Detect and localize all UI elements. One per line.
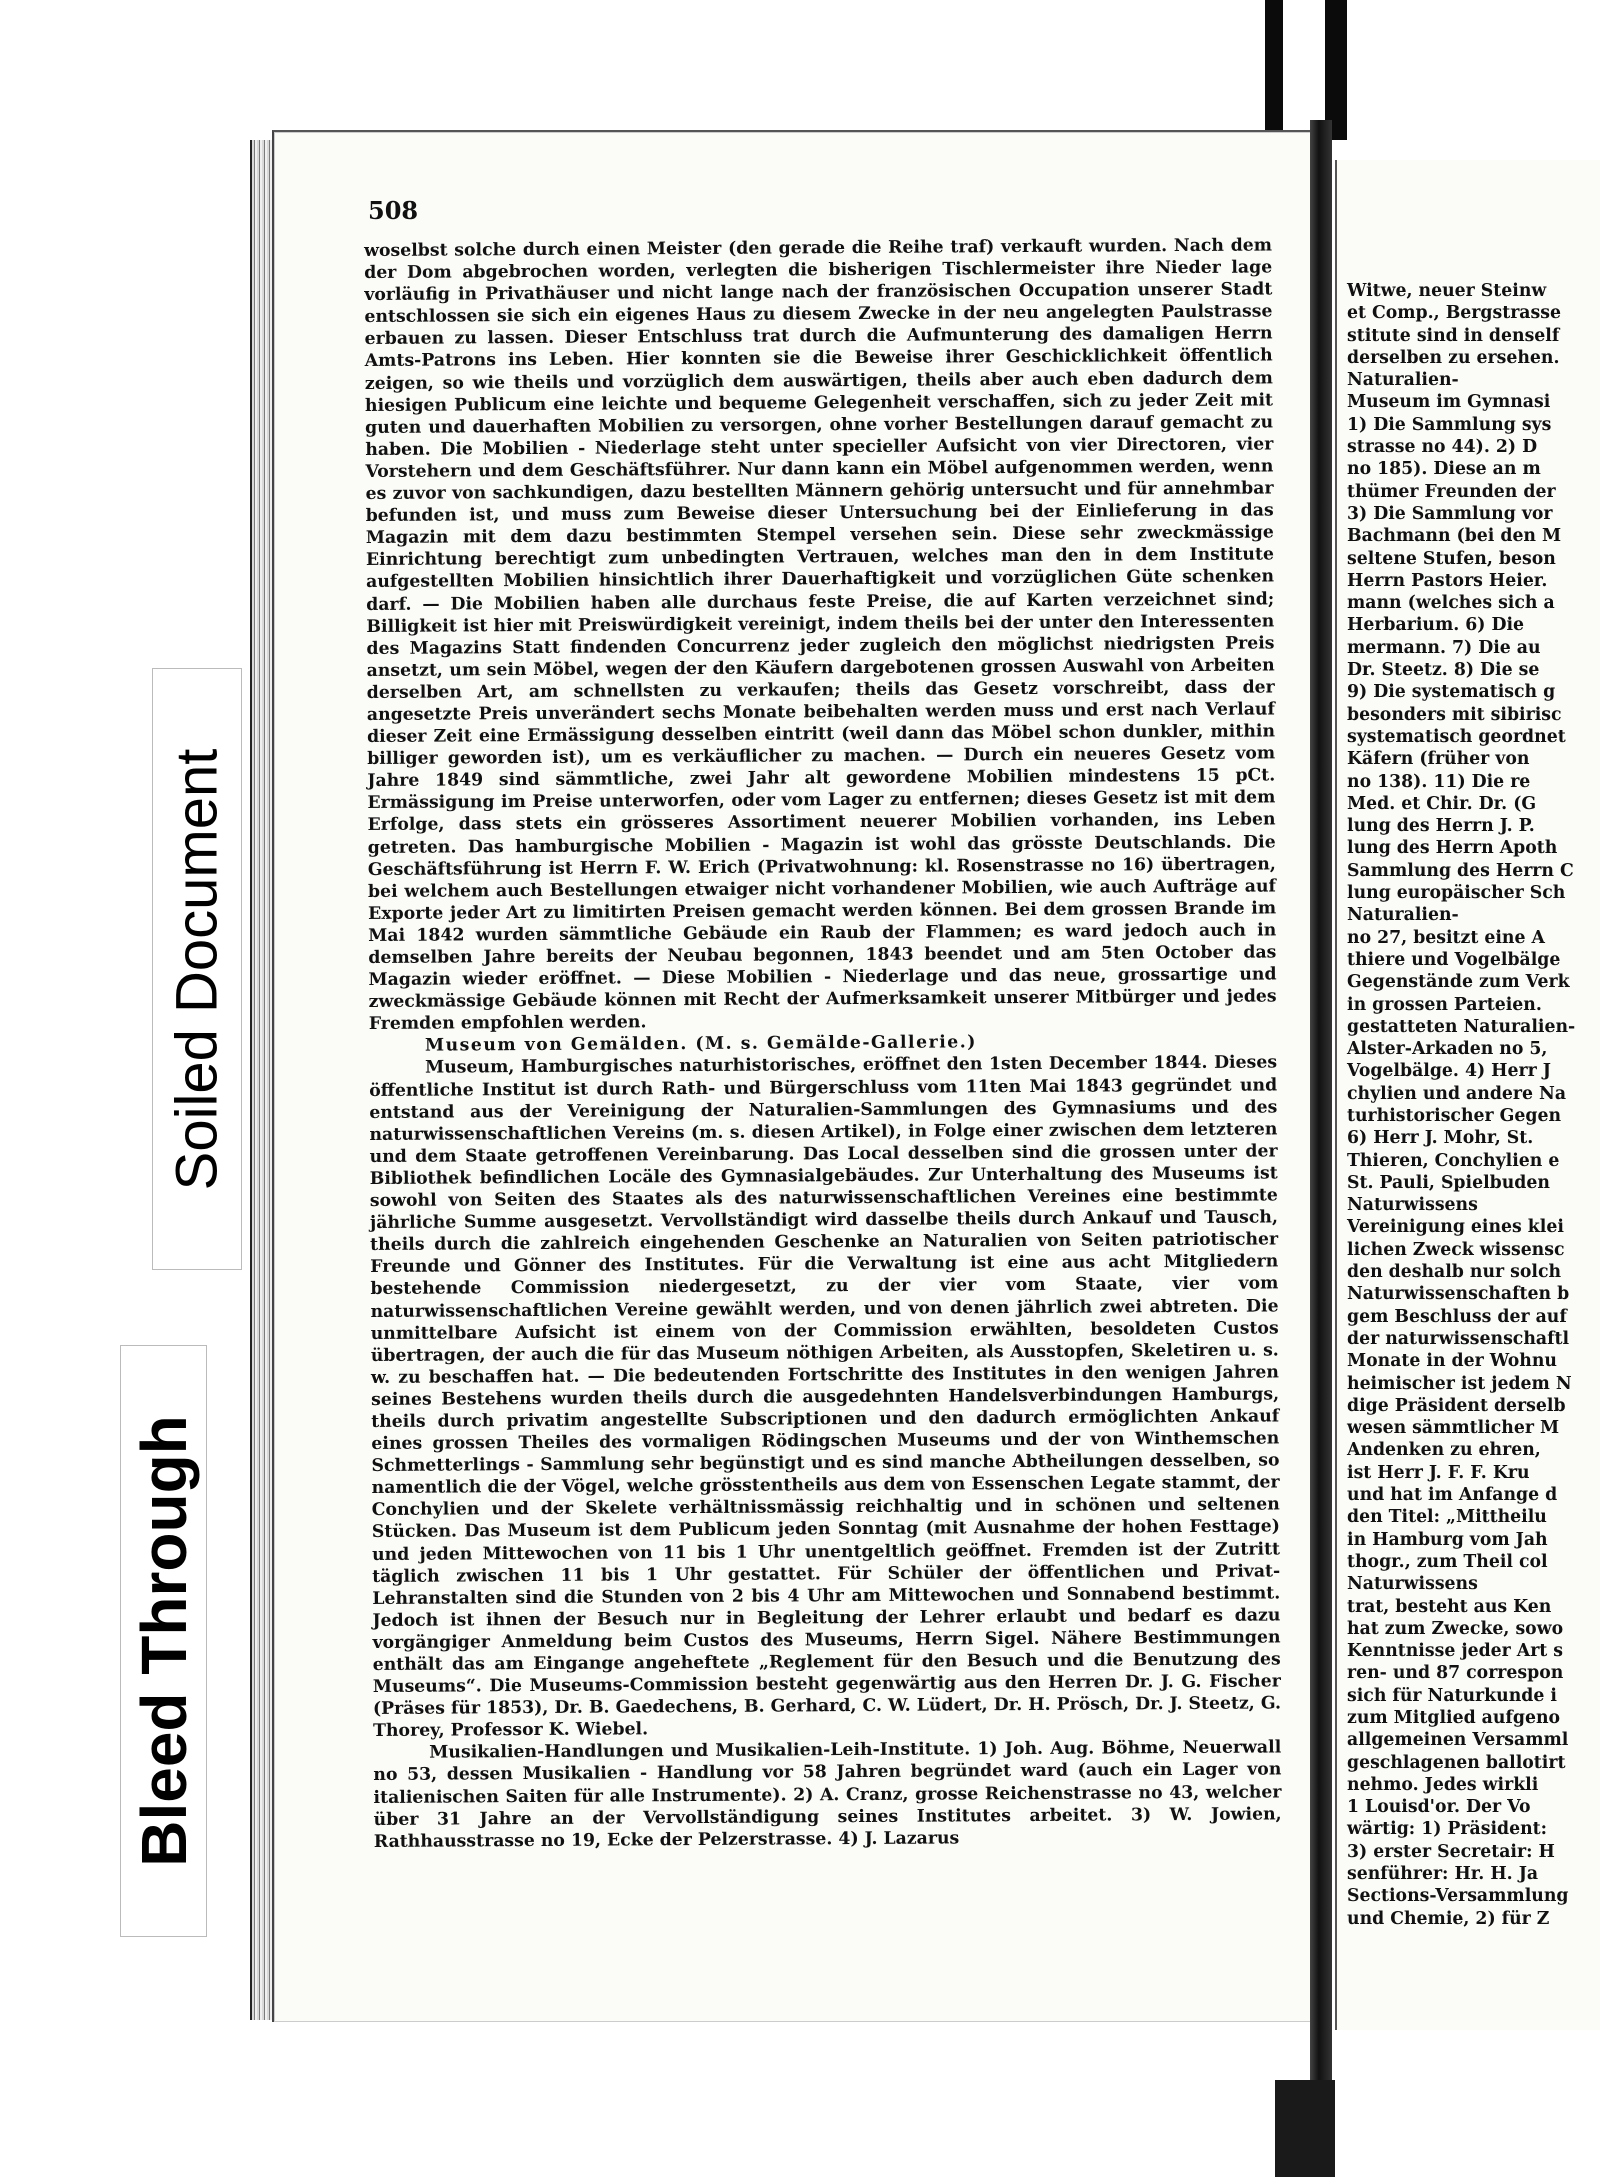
right-page-line: besonders mit sibirisc bbox=[1347, 704, 1562, 725]
right-page-line: 3) erster Secretair: H bbox=[1347, 1841, 1555, 1862]
right-page-line: turhistorischer Gegen bbox=[1347, 1105, 1562, 1126]
right-page-line: no 185). Diese an m bbox=[1347, 459, 1541, 480]
right-page-line: St. Pauli, Spielbuden bbox=[1347, 1172, 1550, 1193]
right-page-line: in grossen Parteien. bbox=[1347, 994, 1542, 1015]
right-page-line: Gegenstände zum Verk bbox=[1347, 972, 1570, 993]
right-page-line: Naturalien- bbox=[1347, 370, 1459, 391]
right-page-line: Bachmann (bei den M bbox=[1347, 526, 1562, 547]
right-page-line: wesen sämmtlicher M bbox=[1347, 1418, 1560, 1439]
right-page-line: hat zum Zwecke, sowo bbox=[1347, 1618, 1564, 1639]
right-page-line: lung europäischer Sch bbox=[1347, 883, 1566, 904]
right-page-line: lichen Zweck wissensc bbox=[1347, 1239, 1565, 1260]
right-page-line: Dr. Steetz. 8) Die se bbox=[1347, 660, 1540, 681]
right-page-line: Naturwissens bbox=[1347, 1574, 1478, 1595]
right-page-line: zum Mitglied aufgeno bbox=[1347, 1708, 1561, 1728]
right-page-line: trat, besteht aus Ken bbox=[1347, 1596, 1552, 1617]
right-page-line: sich für Naturkunde i bbox=[1347, 1685, 1557, 1706]
soiled-document-stamp bbox=[152, 668, 242, 1270]
right-page-line: Thieren, Conchylien e bbox=[1347, 1150, 1560, 1171]
paragraph-mobilien: woselbst solche durch einen Meister (den gerade die Reihe traf) verkauft wurden. Nach dem der Dom abgebrochen worden, verlegten die bisherigen Tischlermeister ihre Nieder lage vorläufig in Privathäuser und nicht lange nach der französischen Occupation unserer Stadt entschlossen sie sich ein eigenes Haus zu diesem Zwecke in der neu angelegten Paulstrasse erbauen zu lassen. Dieser Entschluss trat durch die Aufmunterung des damaligen Herrn Amts-Patrons ins Leben. Hier konnten sie die Beweise ihrer Geschicklichkeit öffentlich zeigen, so wie theils und vorzüglich dem auswärtigen, theils aber auch eben dadurch dem hiesigen Publicum eine leichte und bequeme Gelegenheit verschaffen, sich zu jeder Zeit mit guten und dauerhaften Mobilien zu versorgen, ohne vorher Bestellungen darauf gemacht zu haben. Die Mobilien - Niederlage steht unter specieller Aufsicht von vier Directoren, vier Vorstehern und dem Geschäftsführer. Nur dann kann ein Möbel aufgenommen werden, wenn es zuvor von sachkundigen, dazu bestellten Männern gehörig untersucht und für annehmbar befunden ist, und muss zum Beweise dieser Untersuchung bei der Einlieferung in das Magazin mit dem dazu bestimmten Stempel versehen sein. Diese sehr zweckmässige Einrichtung berechtigt zum unbedingten Vertrauen, welches man den in dem Institute aufgestellten Mobilien hinsichtlich ihrer Dauerhaftigkeit und vorzüglichen Güte schenken darf. — Die Mobilien haben alle durchaus feste Preise, die auf Karten verzeichnet sind; Billigkeit ist hier mit Preiswürdigkeit vereinigt, indem theils bei der unter den Interessenten des Magazins Statt findenden Concurrenz jeder zugleich den möglichst niedrigsten Preis ansetzt, um sein Möbel, wegen der den Käufern dargebotenen grossen Auswahl von Arbeiten derselben Art, am schnellsten zu verkaufen; theils das Gesetz vorschreibt, dass der angesetzte Preis unverändert sechs Monate beibehalten werden muss und erst nach Verlauf dieser Zeit eine Ermässigung desselben eintritt (weil dann das Möbel schon dunkler, mithin billiger geworden ist), um es verkäuflicher zu machen. — Durch ein neueres Gesetz vom Jahre 1849 sind sämmtliche, zwei Jahr alt gewordene Mobilien mindestens 15 pCt. Ermässigung im Preise unterworfen, oder vom Lager zu entfernen; dieses Gesetz ist mit dem Erfolge, dass stets ein grösseres Assortiment neuerer Mobilien vorhanden, ins Leben getreten. Das hamburgische Mobilien - Magazin ist wohl das grösste Deutschlands. Die Geschäftsführung ist Herrn F. W. Erich (Privatwohnung: kl. Rosenstrasse no 16) übertragen, bei welchem auch Bestellungen etwaiger nicht vorhandener Mobilien, wie auch Aufträge auf Exporte jeder Art zu limitirten Preisen gemacht werden können. Bei dem grossen Brande im Mai 1842 wurden sämmtliche Gebäude ein Raub der Flammen; es ward jedoch auch in demselben Jahre bereits der Neubau begonnen, 1843 beendet und am 5ten October das Magazin wieder eröffnet. — Diese Mobilien - Niederlage und das neue, grossartige und zweckmässige Gebäude können mit Recht der Aufmerksamkeit unserer Mitbürger und jedes Fremden empfohlen werden. bbox=[364, 235, 1277, 1035]
right-page-line: 6) Herr J. Mohr, St. bbox=[1347, 1128, 1534, 1149]
right-page-line: thiere und Vogelbälge bbox=[1347, 949, 1561, 970]
soiled-document-label: Soiled Document bbox=[164, 748, 230, 1190]
right-page-line: stitute sind in denself bbox=[1347, 325, 1560, 346]
right-page-line: systematisch geordnet bbox=[1347, 726, 1566, 747]
right-page-line: no 138). 11) Die re bbox=[1347, 771, 1531, 792]
right-page-line: den deshalb nur solch bbox=[1347, 1262, 1562, 1283]
bleed-through-stamp bbox=[120, 1345, 207, 1937]
right-page-line: Med. et Chir. Dr. (G bbox=[1347, 793, 1537, 814]
right-page-line: heimischer ist jedem N bbox=[1347, 1373, 1572, 1394]
bleed-through-label: Bleed Through bbox=[127, 1415, 200, 1867]
right-page-line: Museum im Gymnasi bbox=[1347, 392, 1551, 413]
right-page-line: 1 Louisd'or. Der Vo bbox=[1347, 1797, 1531, 1818]
right-page-line: gem Beschluss der auf bbox=[1347, 1306, 1567, 1327]
right-page-line: 9) Die systematisch g bbox=[1347, 682, 1556, 703]
right-page-line: strasse no 44). 2) D bbox=[1347, 437, 1538, 458]
right-page-line: Herbarium. 6) Die bbox=[1347, 615, 1525, 636]
right-page-line: Monate in der Wohnu bbox=[1347, 1351, 1557, 1372]
right-page-line: Witwe, neuer Steinw bbox=[1347, 281, 1547, 301]
right-page-line: Naturalien- bbox=[1347, 905, 1459, 926]
right-page-line: no 27, besitzt eine A bbox=[1347, 927, 1545, 948]
right-page-line: Alster-Arkaden no 5, bbox=[1347, 1039, 1548, 1060]
right-page-line: senführer: Hr. H. Ja bbox=[1347, 1864, 1539, 1885]
right-page-line: Naturwissenschaften b bbox=[1347, 1284, 1570, 1305]
right-page-line: ist Herr J. F. F. Kru bbox=[1347, 1462, 1530, 1483]
page-number: 508 bbox=[368, 196, 419, 225]
right-page-line: et Comp., Bergstrasse bbox=[1347, 303, 1561, 324]
paragraph-musikalien: Musikalien-Handlungen und Musikalien-Leih-Institute. 1) Joh. Aug. Böhme, Neuerwall no 53, dessen Musikalien - Handlung vor 58 Jahren begründet ward (auch ein Lager von italienischen Saiten für alle Instrumente). 2) A. Cranz, grosse Reichenstrasse no 43, welcher über 31 Jahre an der Vervollständigung seines Institutes arbeitet. 3) W. Jowien, Rathhausstrasse no 19, Ecke der Pelzerstrasse. 4) J. Lazarus bbox=[373, 1737, 1282, 1852]
right-page-line: in Hamburg vom Jah bbox=[1347, 1529, 1548, 1550]
right-page bbox=[1335, 160, 1600, 2030]
right-page-line: mermann. 7) Die au bbox=[1347, 637, 1541, 658]
right-page-line: Andenken zu ehren, bbox=[1347, 1440, 1541, 1461]
main-text-block bbox=[364, 234, 1282, 1852]
right-page-line: seltene Stufen, beson bbox=[1347, 548, 1556, 569]
right-page-line: chylien und andere Na bbox=[1347, 1083, 1567, 1104]
right-page-line: dige Präsident derselb bbox=[1347, 1395, 1566, 1416]
right-page-line: und Chemie, 2) für Z bbox=[1347, 1908, 1550, 1929]
right-page-line: Vogelbälge. 4) Herr J bbox=[1347, 1061, 1551, 1082]
right-page-line: derselben zu ersehen. bbox=[1347, 347, 1560, 368]
right-page-line: nehmo. Jedes wirkli bbox=[1347, 1774, 1539, 1795]
paragraph-museum-naturhistorisch: Museum, Hamburgisches naturhistorisches, eröffnet den 1sten December 1844. Dieses öffentliche Institut ist durch Rath- und Bürgerschluss vom 11ten Mai 1843 gegründet und entstand aus der Vereinigung der Naturalien-Sammlungen des Gymnasiums und des naturwissenschaftlichen Vereins (m. s. diesen Artikel), in Folge einer zwischen dem letzteren und dem Staate getroffenen Vereinbarung. Das Local desselben sind die grossen unter der Bibliothek befindlichen Locäle des Gymnasialgebäudes. Zur Unterhaltung des Museums ist sowohl von Seiten des Staates als des naturwissenschaftlichen Vereines eine bestimmte jährliche Summe ausgesetzt. Vervollständigt wird dasselbe theils durch Ankauf und Tausch, theils durch die zahlreich eingehenden Geschenke an Naturalien von Seiten patriotischer Freunde und Gönner des Institutes. Für die Verwaltung ist eine aus acht Mitgliedern bestehende Commission niedergesetzt, zu der vier vom Staate, vier vom naturwissenschaftlichen Vereine gewählt werden, und von denen jährlich zwei abtreten. Die unmittelbare Aufsicht ist einem von der Commission erwählten, besoldeten Custos übertragen, der auch die für das Museum nöthigen Arbeiten, als Ausstopfen, Skeletiren u. s. w. zu beschaffen hat. — Die bedeutenden Fortschritte des Institutes in den wenigen Jahren seines Bestehens wurden theils durch die ausgedehnten Handelsverbindungen Hamburgs, theils durch privatim angestellte Subscriptionen und den dadurch ermöglichten Ankauf eines grossen Theiles des vormaligen Rödingschen Museums und der von Winthemschen Schmetterlings - Sammlung sehr begünstigt und es sind manche Abtheilungen desselben, so namentlich die der Vögel, welche grösstentheils aus dem von Essenschen Legate stammt, der Conchylien und der Skelete verhältnissmässig reichhaltig und in schönen und seltenen Stücken. Das Museum ist dem Publicum jeden Sonntag (mit Ausnahme der hohen Festtage) und jeden Mittewochen von 11 bis 1 Uhr unentgeltlich geöffnet. Fremden ist der Zutritt täglich zwischen 11 bis 1 Uhr gestattet. Für Schüler der öffentlichen und Privat-Lehranstalten sind die Stunden von 2 bis 4 Uhr am Mittewochen und Sonnabend bestimmt. Jedoch ist ihnen der Besuch nur in Begleitung der Lehrer erlaubt und bedarf es dazu vorgängiger Anmeldung beim Custos des Museums, Herrn Sigel. Nähere Bestimmungen enthält das am Eingange angeheftete „Reglement für den Besuch und die Benutzung des Museums“. Die Museums-Commission besteht gegenwärtig aus den Herren Dr. J. G. Fischer (Präses für 1853), Dr. B. Gaedechens, B. Gerhard, C. W. Lüdert, Dr. H. Prösch, Dr. J. Steetz, G. Thorey, Professor K. Wiebel. bbox=[369, 1052, 1282, 1742]
right-page-line: und hat im Anfange d bbox=[1347, 1485, 1558, 1506]
right-page-line: gestatteten Naturalien- bbox=[1347, 1016, 1576, 1037]
right-page-line: Herrn Pastors Heier. bbox=[1347, 570, 1548, 591]
right-page-line: Sammlung des Herrn C bbox=[1347, 860, 1574, 881]
right-page-line: thogr., zum Theil col bbox=[1347, 1551, 1548, 1572]
spine-shadow bbox=[1275, 2080, 1335, 2177]
right-page-line: 1) Die Sammlung sys bbox=[1347, 414, 1552, 435]
right-page-line: Naturwissens bbox=[1347, 1195, 1478, 1216]
right-page-text bbox=[1347, 280, 1600, 1930]
book-spine bbox=[1310, 120, 1332, 2160]
binding-strip-right bbox=[1325, 0, 1347, 140]
right-page-line: Käfern (früher von bbox=[1347, 749, 1530, 770]
right-page-line: den Titel: „Mittheilu bbox=[1347, 1507, 1547, 1528]
right-page-line: Sections-Versammlung bbox=[1347, 1886, 1569, 1907]
right-page-line: Vereinigung eines klei bbox=[1347, 1217, 1564, 1238]
right-page-line: mann (welches sich a bbox=[1347, 593, 1555, 614]
paragraph-museum-gemaelden: Museum von Gemälden. (M. s. Gemälde-Gallerie.) bbox=[424, 1032, 977, 1057]
right-page-line: allgemeinen Versamml bbox=[1347, 1730, 1569, 1751]
right-page-line: der naturwissenschaftl bbox=[1347, 1328, 1570, 1349]
right-page-line: thümer Freunden der bbox=[1347, 481, 1556, 502]
right-page-line: Kenntnisse jeder Art s bbox=[1347, 1641, 1564, 1662]
right-page-line: 3) Die Sammlung vor bbox=[1347, 503, 1553, 524]
right-page-line: lung des Herrn J. P. bbox=[1347, 816, 1535, 837]
right-page-line: ren- und 87 correspon bbox=[1347, 1663, 1564, 1684]
right-page-line: wärtig: 1) Präsident: bbox=[1347, 1819, 1548, 1840]
right-page-line: lung des Herrn Apoth bbox=[1347, 838, 1558, 859]
right-page-line: geschlagenen ballotirt bbox=[1347, 1752, 1566, 1773]
